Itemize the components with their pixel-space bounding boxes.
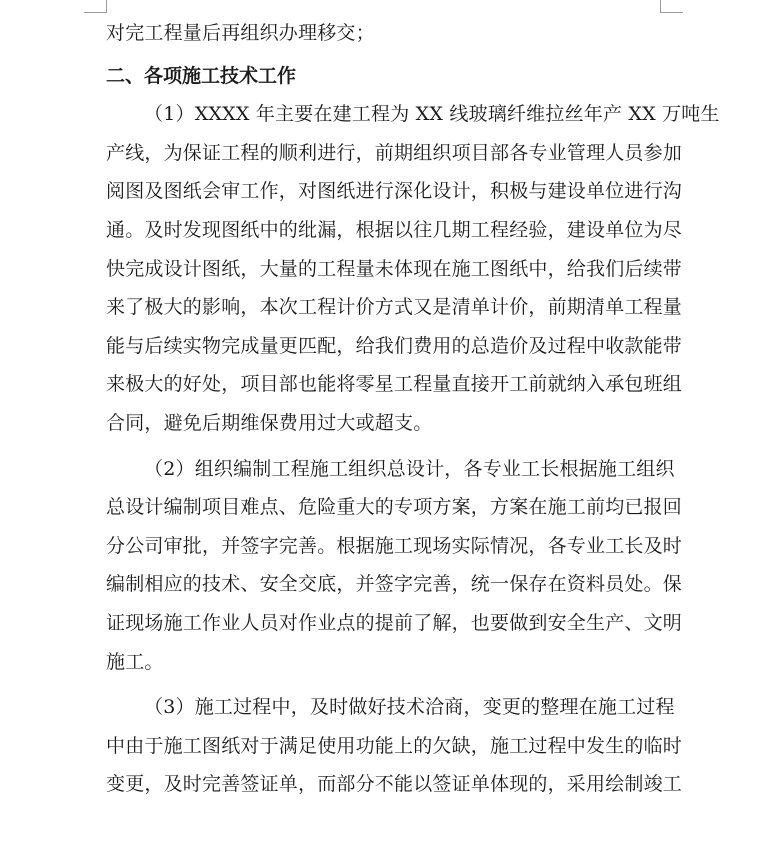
- paragraph-line: 阅图及图纸会审工作，对图纸进行深化设计，积极与建设单位进行沟: [106, 180, 683, 203]
- document-body: [106, 14, 720, 804]
- page-corner-mark-right: [660, 0, 683, 13]
- paragraph-1: [106, 95, 720, 442]
- paragraph-line: （3）施工过程中，及时做好技术洽商，变更的整理在施工过程: [144, 696, 675, 719]
- paragraph-line: （1）XXXX 年主要在建工程为 XX 线玻璃纤维拉丝年产 XX 万吨生: [144, 103, 720, 126]
- paragraph-line: 总设计编制项目难点、危险重大的专项方案，方案在施工前均已报回: [106, 496, 683, 519]
- paragraph-line: （2）组织编制工程施工组织总设计，各专业工长根据施工组织: [144, 457, 675, 480]
- paragraph-line: 施工。: [106, 650, 164, 673]
- paragraph-line: 编制相应的技术、安全交底，并签字完善，统一保存在资料员处。保: [106, 573, 683, 596]
- paragraph-line: 中由于施工图纸对于满足使用功能上的欠缺，施工过程中发生的临时: [106, 734, 683, 757]
- paragraph-spacer: [106, 681, 662, 688]
- paragraph-line: 合同，避免后期维保费用过大或超支。: [106, 411, 433, 434]
- section-heading: 二、各项施工技术工作: [106, 64, 297, 87]
- lead-line: 对完工程量后再组织办理移交；: [106, 22, 375, 44]
- paragraph-2: [106, 450, 683, 682]
- paragraph-line: 来了极大的影响，本次工程计价方式又是清单计价，前期清单工程量: [106, 296, 683, 319]
- page-corner-mark-left: [84, 0, 107, 13]
- paragraph-line: 分公司审批，并签字完善。根据施工现场实际情况，各专业工长及时: [106, 534, 683, 557]
- paragraph-line: 产线，为保证工程的顺利进行，前期组织项目部各专业管理人员参加: [106, 141, 683, 164]
- paragraph-spacer: [106, 443, 662, 450]
- paragraph-line: 快完成设计图纸，大量的工程量未体现在施工图纸中，给我们后续带: [106, 257, 683, 280]
- paragraph-3: [106, 688, 683, 804]
- paragraph-line: 证现场施工作业人员对作业点的提前了解，也要做到安全生产、文明: [106, 611, 683, 634]
- paragraph-line: 能与后续实物完成量更匹配，给我们费用的总造价及过程中收款能带: [106, 334, 683, 357]
- paragraph-line: 通。及时发现图纸中的纰漏，根据以往几期工程经验，建设单位为尽: [106, 218, 683, 241]
- paragraph-line: 来极大的好处，项目部也能将零星工程量直接开工前就纳入承包班组: [106, 373, 683, 396]
- paragraph-line: 变更，及时完善签证单，而部分不能以签证单体现的，采用绘制竣工: [106, 773, 683, 796]
